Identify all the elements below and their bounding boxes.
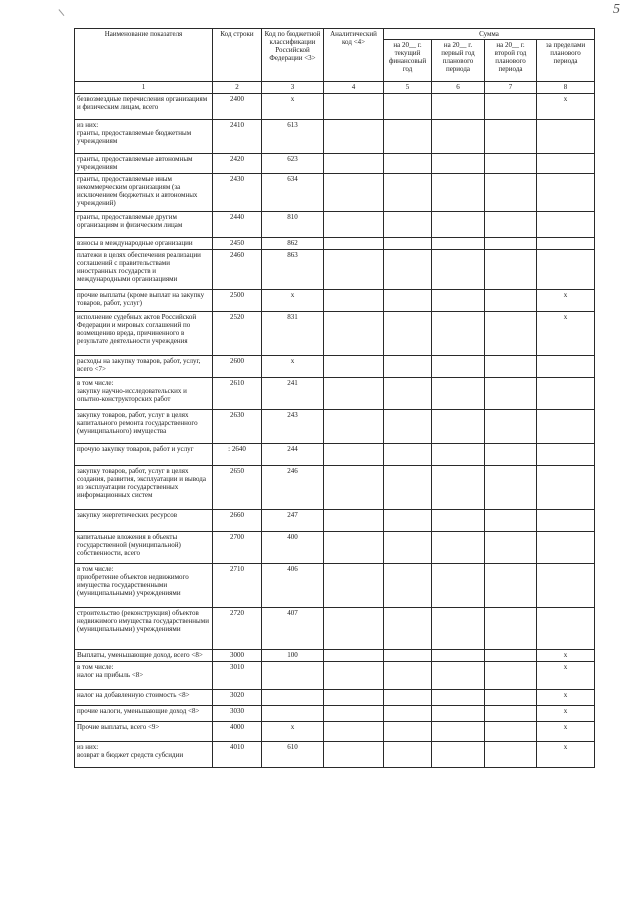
row-sum-plan2 bbox=[485, 356, 537, 378]
header-sum-current-year: на 20__ г. текущий финансовый год bbox=[384, 40, 432, 82]
budget-table bbox=[74, 28, 595, 768]
row-sum-plan1 bbox=[432, 290, 485, 312]
row-sum-current bbox=[384, 650, 432, 662]
col-number: 2 bbox=[213, 82, 262, 94]
row-sum-beyond bbox=[537, 378, 595, 410]
row-code: 2720 bbox=[213, 608, 262, 650]
table-row bbox=[75, 690, 595, 706]
row-sum-current bbox=[384, 608, 432, 650]
table-row bbox=[75, 120, 595, 154]
row-code: 2500 bbox=[213, 290, 262, 312]
row-sum-plan2 bbox=[485, 466, 537, 510]
col-number: 1 bbox=[75, 82, 213, 94]
table-row bbox=[75, 564, 595, 608]
row-kbk: 247 bbox=[262, 510, 324, 532]
row-kbk: 400 bbox=[262, 532, 324, 564]
row-code: 2650 bbox=[213, 466, 262, 510]
row-sum-plan2 bbox=[485, 250, 537, 290]
table-row bbox=[75, 356, 595, 378]
row-code: 2600 bbox=[213, 356, 262, 378]
row-sum-plan2 bbox=[485, 650, 537, 662]
table-row bbox=[75, 466, 595, 510]
row-analytic bbox=[324, 690, 384, 706]
row-code: 3010 bbox=[213, 662, 262, 690]
row-code: 2450 bbox=[213, 238, 262, 250]
row-sum-beyond: x bbox=[537, 312, 595, 356]
row-code: 2400 bbox=[213, 94, 262, 120]
row-kbk: x bbox=[262, 94, 324, 120]
row-sum-plan1 bbox=[432, 378, 485, 410]
row-kbk: 831 bbox=[262, 312, 324, 356]
row-sum-plan2 bbox=[485, 212, 537, 238]
row-code: 2520 bbox=[213, 312, 262, 356]
row-sum-current bbox=[384, 378, 432, 410]
row-sum-beyond bbox=[537, 466, 595, 510]
row-sum-plan2 bbox=[485, 120, 537, 154]
row-sum-beyond bbox=[537, 564, 595, 608]
row-sum-plan2 bbox=[485, 238, 537, 250]
row-analytic bbox=[324, 312, 384, 356]
row-kbk: x bbox=[262, 722, 324, 742]
row-analytic bbox=[324, 250, 384, 290]
row-sum-current bbox=[384, 312, 432, 356]
row-kbk: 634 bbox=[262, 174, 324, 212]
row-sum-plan2 bbox=[485, 444, 537, 466]
row-name: закупку энергетических ресурсов bbox=[75, 510, 213, 532]
table-row bbox=[75, 742, 595, 768]
row-name: закупку товаров, работ, услуг в целях капитального ремонта государственного (муниципального) имущества bbox=[75, 410, 213, 444]
row-kbk: 862 bbox=[262, 238, 324, 250]
page-handwritten-mark: 5 bbox=[613, 2, 620, 17]
header-budget-code: Код по бюджетной классификации Российской Федерации <3> bbox=[262, 29, 324, 82]
table-row bbox=[75, 378, 595, 410]
row-analytic bbox=[324, 238, 384, 250]
row-sum-current bbox=[384, 742, 432, 768]
row-kbk: 613 bbox=[262, 120, 324, 154]
row-kbk bbox=[262, 662, 324, 690]
header-sum-beyond-plan: за пределами планового периода bbox=[537, 40, 595, 82]
corner-tick-mark bbox=[58, 4, 70, 16]
row-analytic bbox=[324, 608, 384, 650]
row-sum-beyond: x bbox=[537, 742, 595, 768]
row-sum-plan1 bbox=[432, 410, 485, 444]
row-analytic bbox=[324, 94, 384, 120]
row-sum-beyond bbox=[537, 120, 595, 154]
header-sum: Сумма bbox=[384, 29, 595, 40]
row-sum-current bbox=[384, 690, 432, 706]
row-sum-plan1 bbox=[432, 444, 485, 466]
row-sum-current bbox=[384, 120, 432, 154]
row-sum-beyond: x bbox=[537, 650, 595, 662]
row-analytic bbox=[324, 662, 384, 690]
row-sum-beyond: x bbox=[537, 690, 595, 706]
row-name: исполнение судебных актов Российской Федерации и мировых соглашений по возмещению вреда, причиненного в результате деятельности учреждения bbox=[75, 312, 213, 356]
table-body bbox=[75, 94, 595, 768]
row-sum-plan1 bbox=[432, 608, 485, 650]
row-name: капитальные вложения в объекты государственной (муниципальной) собственности, всего bbox=[75, 532, 213, 564]
row-sum-plan1 bbox=[432, 532, 485, 564]
col-number: 4 bbox=[324, 82, 384, 94]
row-analytic bbox=[324, 742, 384, 768]
col-number: 5 bbox=[384, 82, 432, 94]
row-sum-plan2 bbox=[485, 154, 537, 174]
table-row bbox=[75, 238, 595, 250]
table-row bbox=[75, 312, 595, 356]
row-name: расходы на закупку товаров, работ, услуг, всего <7> bbox=[75, 356, 213, 378]
row-sum-current bbox=[384, 154, 432, 174]
row-name: Прочие выплаты, всего <9> bbox=[75, 722, 213, 742]
table-row bbox=[75, 650, 595, 662]
header-sum-second-plan-year: на 20__ г. второй год планового периода bbox=[485, 40, 537, 82]
row-kbk: 863 bbox=[262, 250, 324, 290]
table-row bbox=[75, 532, 595, 564]
row-sum-current bbox=[384, 444, 432, 466]
row-name: прочие выплаты (кроме выплат на закупку товаров, работ, услуг) bbox=[75, 290, 213, 312]
table-row bbox=[75, 290, 595, 312]
row-sum-beyond bbox=[537, 608, 595, 650]
row-code: 3000 bbox=[213, 650, 262, 662]
header-line-code: Код строки bbox=[213, 29, 262, 82]
row-sum-plan2 bbox=[485, 94, 537, 120]
row-name: гранты, предоставляемые автономным учреждениям bbox=[75, 154, 213, 174]
row-analytic bbox=[324, 564, 384, 608]
row-kbk: 610 bbox=[262, 742, 324, 768]
row-sum-plan1 bbox=[432, 742, 485, 768]
row-kbk bbox=[262, 690, 324, 706]
row-sum-plan1 bbox=[432, 466, 485, 510]
row-code: 2610 bbox=[213, 378, 262, 410]
row-name: безвозмездные перечисления организациям и физическим лицам, всего bbox=[75, 94, 213, 120]
row-sum-current bbox=[384, 466, 432, 510]
row-sum-plan1 bbox=[432, 706, 485, 722]
row-analytic bbox=[324, 410, 384, 444]
row-sum-beyond bbox=[537, 174, 595, 212]
row-sum-current bbox=[384, 238, 432, 250]
row-sum-current bbox=[384, 356, 432, 378]
col-number: 7 bbox=[485, 82, 537, 94]
row-analytic bbox=[324, 120, 384, 154]
row-code: 2460 bbox=[213, 250, 262, 290]
row-kbk: x bbox=[262, 356, 324, 378]
row-sum-plan2 bbox=[485, 706, 537, 722]
table-row bbox=[75, 250, 595, 290]
row-sum-beyond bbox=[537, 238, 595, 250]
row-sum-current bbox=[384, 290, 432, 312]
row-name: взносы в международные организации bbox=[75, 238, 213, 250]
row-analytic bbox=[324, 174, 384, 212]
row-kbk: 243 bbox=[262, 410, 324, 444]
row-analytic bbox=[324, 154, 384, 174]
row-sum-plan1 bbox=[432, 120, 485, 154]
row-analytic bbox=[324, 722, 384, 742]
row-sum-beyond bbox=[537, 444, 595, 466]
row-code: 3030 bbox=[213, 706, 262, 722]
table-row bbox=[75, 444, 595, 466]
row-kbk: 100 bbox=[262, 650, 324, 662]
row-sum-current bbox=[384, 662, 432, 690]
row-sum-plan2 bbox=[485, 510, 537, 532]
table-row bbox=[75, 510, 595, 532]
table-row bbox=[75, 706, 595, 722]
row-name: в том числе: налог на прибыль <8> bbox=[75, 662, 213, 690]
row-sum-plan1 bbox=[432, 174, 485, 212]
row-sum-plan1 bbox=[432, 94, 485, 120]
row-sum-plan1 bbox=[432, 510, 485, 532]
row-sum-plan2 bbox=[485, 312, 537, 356]
row-name: гранты, предоставляемые иным некоммерческим организациям (за исключением бюджетных и автономных учреждений) bbox=[75, 174, 213, 212]
row-name: в том числе: закупку научно-исследовательских и опытно-конструкторских работ bbox=[75, 378, 213, 410]
row-sum-current bbox=[384, 250, 432, 290]
row-sum-current bbox=[384, 532, 432, 564]
row-analytic bbox=[324, 356, 384, 378]
row-sum-beyond bbox=[537, 356, 595, 378]
col-number: 8 bbox=[537, 82, 595, 94]
row-analytic bbox=[324, 212, 384, 238]
row-code: : 2640 bbox=[213, 444, 262, 466]
table-row bbox=[75, 154, 595, 174]
row-sum-current bbox=[384, 722, 432, 742]
row-sum-plan1 bbox=[432, 662, 485, 690]
row-analytic bbox=[324, 706, 384, 722]
row-kbk: 623 bbox=[262, 154, 324, 174]
row-code: 2430 bbox=[213, 174, 262, 212]
row-name: платежи в целях обеспечения реализации соглашений с правительствами иностранных государств и международными организациями bbox=[75, 250, 213, 290]
row-sum-beyond bbox=[537, 510, 595, 532]
row-sum-beyond: x bbox=[537, 94, 595, 120]
row-sum-plan1 bbox=[432, 250, 485, 290]
row-sum-plan2 bbox=[485, 662, 537, 690]
row-kbk: 241 bbox=[262, 378, 324, 410]
row-sum-plan2 bbox=[485, 532, 537, 564]
row-sum-current bbox=[384, 94, 432, 120]
row-sum-current bbox=[384, 174, 432, 212]
row-name: из них: возврат в бюджет средств субсидии bbox=[75, 742, 213, 768]
row-name: гранты, предоставляемые другим организациям и физическим лицам bbox=[75, 212, 213, 238]
row-analytic bbox=[324, 510, 384, 532]
table-row bbox=[75, 174, 595, 212]
row-kbk: 246 bbox=[262, 466, 324, 510]
row-sum-beyond: x bbox=[537, 290, 595, 312]
row-name: прочие налоги, уменьшающие доход <8> bbox=[75, 706, 213, 722]
row-kbk: 244 bbox=[262, 444, 324, 466]
row-code: 3020 bbox=[213, 690, 262, 706]
row-analytic bbox=[324, 378, 384, 410]
row-name: строительство (реконструкция) объектов недвижимого имущества государственными (муниципальными) учреждениями bbox=[75, 608, 213, 650]
table-row bbox=[75, 722, 595, 742]
row-kbk: 407 bbox=[262, 608, 324, 650]
row-analytic bbox=[324, 290, 384, 312]
row-sum-plan1 bbox=[432, 212, 485, 238]
row-sum-plan1 bbox=[432, 690, 485, 706]
row-name: в том числе: приобретение объектов недвижимого имущества государственными (муниципальными) учреждениями bbox=[75, 564, 213, 608]
row-sum-plan2 bbox=[485, 722, 537, 742]
row-name: налог на добавленную стоимость <8> bbox=[75, 690, 213, 706]
row-sum-beyond: x bbox=[537, 706, 595, 722]
row-name: из них: гранты, предоставляемые бюджетным учреждениям bbox=[75, 120, 213, 154]
table-row bbox=[75, 662, 595, 690]
row-code: 4010 bbox=[213, 742, 262, 768]
header-analytic-code: Аналитический код <4> bbox=[324, 29, 384, 82]
row-sum-plan2 bbox=[485, 690, 537, 706]
row-sum-beyond bbox=[537, 250, 595, 290]
row-code: 4000 bbox=[213, 722, 262, 742]
row-kbk: 406 bbox=[262, 564, 324, 608]
row-code: 2710 bbox=[213, 564, 262, 608]
row-sum-plan1 bbox=[432, 312, 485, 356]
row-sum-beyond: x bbox=[537, 722, 595, 742]
col-number: 6 bbox=[432, 82, 485, 94]
row-name: Выплаты, уменьшающие доход, всего <8> bbox=[75, 650, 213, 662]
row-sum-plan1 bbox=[432, 564, 485, 608]
row-code: 2660 bbox=[213, 510, 262, 532]
row-sum-plan2 bbox=[485, 174, 537, 212]
header-name: Наименование показателя bbox=[75, 29, 213, 82]
row-kbk bbox=[262, 706, 324, 722]
header-sum-first-plan-year: на 20__ г. первый год планового периода bbox=[432, 40, 485, 82]
row-code: 2420 bbox=[213, 154, 262, 174]
row-sum-beyond: x bbox=[537, 662, 595, 690]
row-sum-plan2 bbox=[485, 290, 537, 312]
row-analytic bbox=[324, 466, 384, 510]
row-sum-plan2 bbox=[485, 378, 537, 410]
table-row bbox=[75, 212, 595, 238]
row-sum-plan2 bbox=[485, 410, 537, 444]
row-kbk: 810 bbox=[262, 212, 324, 238]
table-row bbox=[75, 608, 595, 650]
row-sum-beyond bbox=[537, 212, 595, 238]
table-row bbox=[75, 94, 595, 120]
row-name: закупку товаров, работ, услуг в целях создания, развития, эксплуатации и вывода из эксплуатации государственных информационных систем bbox=[75, 466, 213, 510]
row-code: 2700 bbox=[213, 532, 262, 564]
row-sum-current bbox=[384, 564, 432, 608]
row-sum-plan2 bbox=[485, 742, 537, 768]
row-sum-plan1 bbox=[432, 650, 485, 662]
row-sum-beyond bbox=[537, 410, 595, 444]
row-analytic bbox=[324, 444, 384, 466]
row-sum-beyond bbox=[537, 154, 595, 174]
table-row bbox=[75, 410, 595, 444]
row-kbk: x bbox=[262, 290, 324, 312]
row-code: 2630 bbox=[213, 410, 262, 444]
row-sum-plan2 bbox=[485, 608, 537, 650]
row-sum-current bbox=[384, 212, 432, 238]
row-sum-plan1 bbox=[432, 356, 485, 378]
column-number-row bbox=[75, 82, 595, 94]
row-analytic bbox=[324, 650, 384, 662]
row-sum-plan1 bbox=[432, 154, 485, 174]
row-sum-beyond bbox=[537, 532, 595, 564]
row-sum-current bbox=[384, 510, 432, 532]
row-sum-current bbox=[384, 410, 432, 444]
row-sum-plan1 bbox=[432, 238, 485, 250]
row-sum-current bbox=[384, 706, 432, 722]
row-code: 2410 bbox=[213, 120, 262, 154]
row-code: 2440 bbox=[213, 212, 262, 238]
row-sum-plan2 bbox=[485, 564, 537, 608]
row-sum-plan1 bbox=[432, 722, 485, 742]
row-name: прочую закупку товаров, работ и услуг bbox=[75, 444, 213, 466]
col-number: 3 bbox=[262, 82, 324, 94]
row-analytic bbox=[324, 532, 384, 564]
